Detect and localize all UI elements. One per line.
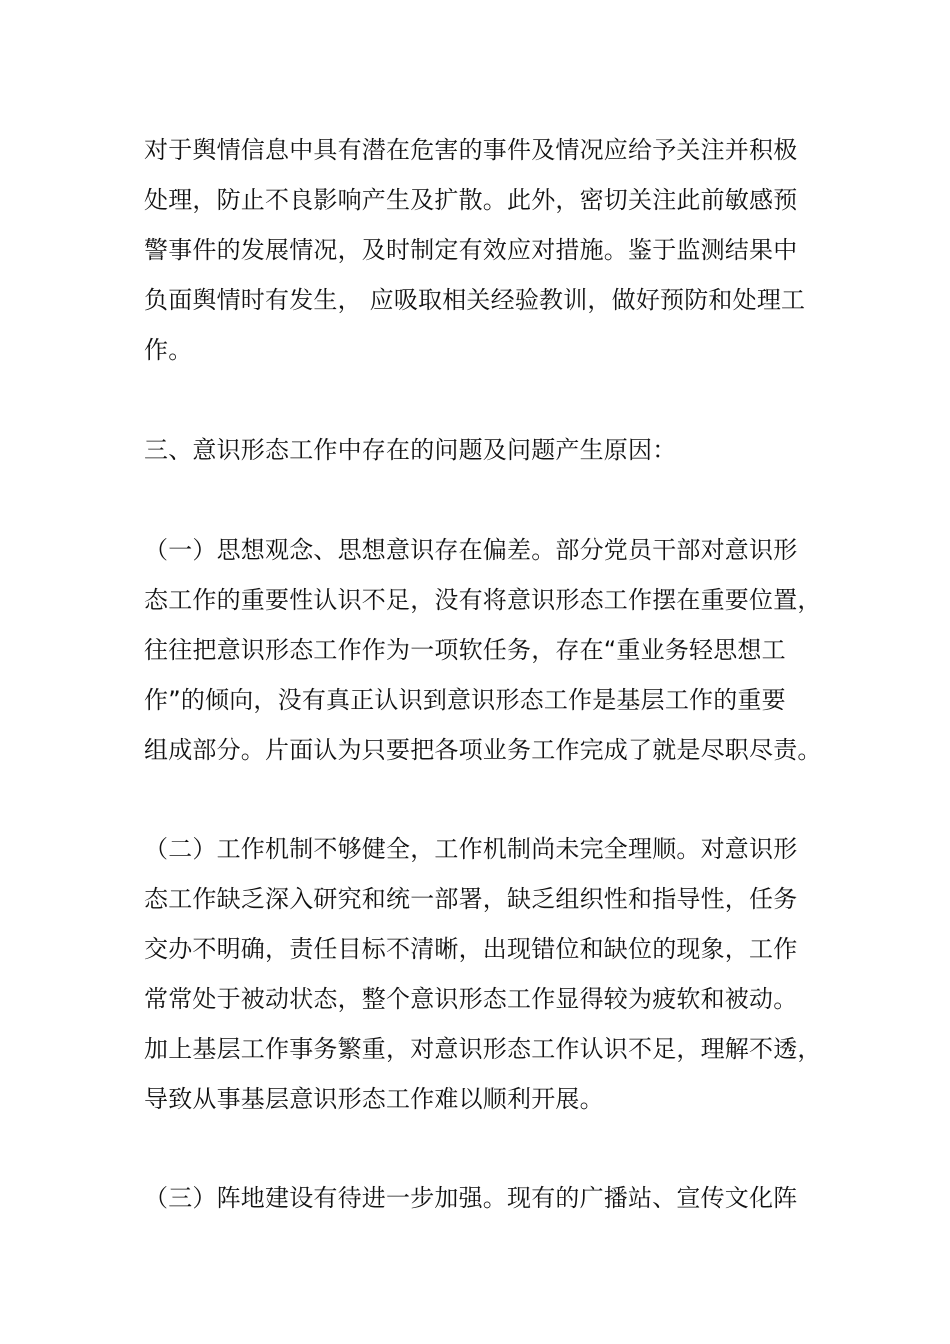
- paragraph-1-line-2: 处理，防止不良影响产生及扩散。此外，密切关注此前敏感预: [144, 186, 798, 214]
- item-1-line-3: 往往把意识形态工作作为一项软任务，存在“重业务轻思想工: [144, 636, 786, 664]
- item-2-line-4: 常常处于被动状态，整个意识形态工作显得较为疲软和被动。: [144, 985, 798, 1013]
- item-1-line-2: 态工作的重要性认识不足，没有将意识形态工作摆在重要位置，: [144, 586, 822, 614]
- section-heading-3: 三、意识形态工作中存在的问题及问题产生原因：: [144, 436, 677, 464]
- item-1-line-5: 组成部分。片面认为只要把各项业务工作完成了就是尽职尽责。: [144, 736, 822, 764]
- item-1-line-4: 作”的倾向，没有真正认识到意识形态工作是基层工作的重要: [144, 686, 786, 714]
- item-3-line-1: （三）阵地建设有待进一步加强。现有的广播站、宣传文化阵: [144, 1184, 798, 1212]
- paragraph-1-line-5: 作。: [144, 336, 193, 364]
- paragraph-1-line-1: 对于舆情信息中具有潜在危害的事件及情况应给予关注并积极: [144, 136, 798, 164]
- paragraph-1-line-4: 负面舆情时有发生， 应吸取相关经验教训，做好预防和处理工: [144, 286, 806, 314]
- item-1-line-1: （一）思想观念、思想意识存在偏差。部分党员干部对意识形: [144, 536, 798, 564]
- item-2-line-1: （二）工作机制不够健全，工作机制尚未完全理顺。对意识形: [144, 835, 798, 863]
- item-2-line-2: 态工作缺乏深入研究和统一部署，缺乏组织性和指导性，任务: [144, 885, 798, 913]
- item-2-line-3: 交办不明确，责任目标不清晰，出现错位和缺位的现象，工作: [144, 935, 798, 963]
- item-2-line-5: 加上基层工作事务繁重，对意识形态工作认识不足，理解不透，: [144, 1035, 822, 1063]
- item-2-line-6: 导致从事基层意识形态工作难以顺利开展。: [144, 1085, 604, 1113]
- paragraph-1-line-3: 警事件的发展情况，及时制定有效应对措施。鉴于监测结果中: [144, 236, 798, 264]
